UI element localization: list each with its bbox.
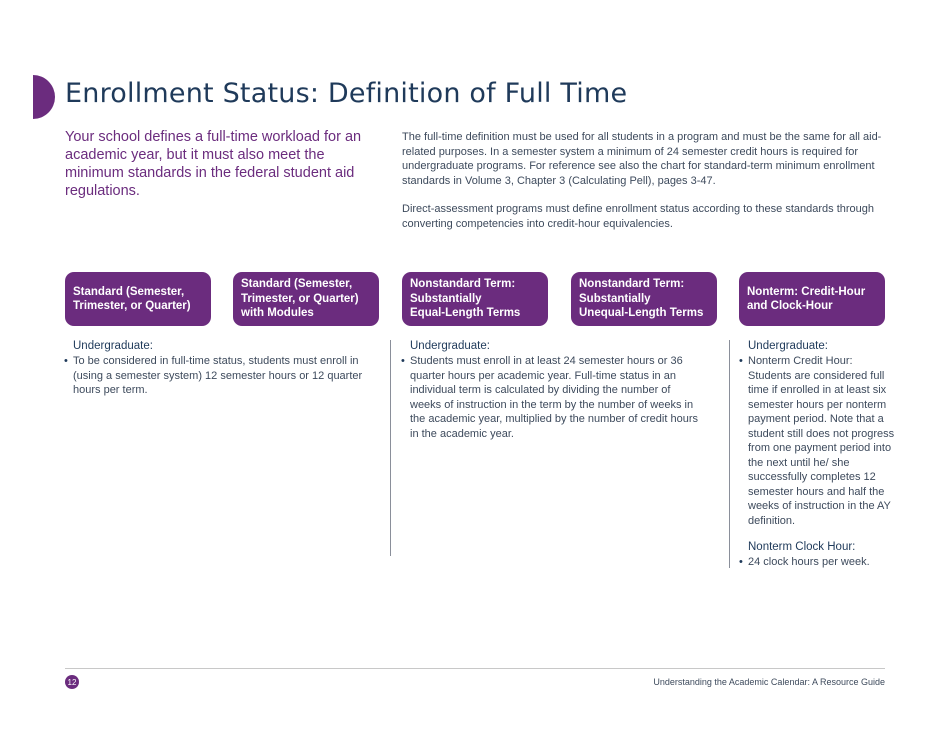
nonterm-clock-hour-text: • 24 clock hours per week.: [739, 555, 896, 570]
title-accent-tab: [33, 75, 55, 119]
nonterm-clock-hour-heading: Nonterm Clock Hour:: [748, 541, 856, 553]
category-nonterm-label: Nonterm: Credit-Hour and Clock-Hour: [747, 285, 866, 312]
footer-guide-title: Understanding the Academic Calendar: A Resource Guide: [653, 677, 885, 687]
category-nonstandard-unequal: [571, 272, 717, 326]
column-divider-1: [390, 340, 391, 556]
standard-undergrad-text: • To be considered in full-time status, students must enroll in (using a semester system) 12 semester hours or 12 quarter hours per term.: [64, 354, 383, 398]
category-nonterm: [739, 272, 885, 326]
category-nonstandard-unequal-label: Nonstandard Term: Substantially Unequal-Length Terms: [579, 278, 704, 320]
standard-undergrad-heading: Undergraduate:: [73, 340, 153, 352]
nonterm-credit-hour-text: • Nonterm Credit Hour: Students are considered full time if enrolled in at least six semester hours per nonterm payment period. Note that a student still does not progress from one payment period into the next until he/ she successfully completes 12 semester hours and half the weeks of instruction in the AY definition.: [739, 354, 896, 528]
column-divider-2: [729, 340, 730, 568]
nonstandard-undergrad-heading: Undergraduate:: [410, 340, 490, 352]
nonterm-undergrad-heading: Undergraduate:: [748, 340, 828, 352]
page-number-badge: 12: [65, 675, 79, 689]
category-nonstandard-equal: [402, 272, 548, 326]
footer-divider: [65, 668, 885, 669]
category-standard-modules-label: Standard (Semester, Trimester, or Quarter) with Modules: [241, 278, 359, 320]
right-paragraph-1: The full-time definition must be used for all students in a program and must be the same for all aid-related purposes. In a semester system a minimum of 24 semester credit hours is required for undergraduate programs. For reference see also the chart for standard-term minimum enrollment standards in Volume 3, Chapter 3 (Calculating Pell), pages 3-47.: [402, 131, 882, 187]
category-nonstandard-equal-label: Nonstandard Term: Substantially Equal-Length Terms: [410, 278, 521, 320]
nonstandard-undergrad-text: • Students must enroll in at least 24 semester hours or 36 quarter hours per academic year. Full-time status in an individual term is calculated by dividing the number of weeks of instruction in the term by the number of weeks in the academic year, multiplied by the number of credit hours in the academic year.: [401, 354, 700, 441]
category-standard-modules: [233, 272, 379, 326]
page-title: Enrollment Status: Definition of Full Time: [65, 78, 628, 109]
category-standard: [65, 272, 211, 326]
category-standard-label: Standard (Semester, Trimester, or Quarter): [73, 285, 191, 312]
right-paragraph-2: Direct-assessment programs must define enrollment status according to these standards through converting competencies into credit-hour equivalencies.: [402, 203, 875, 230]
intro-text: Your school defines a full-time workload for an academic year, but it must also meet the minimum standards in the federal student aid regulations.: [65, 129, 362, 199]
